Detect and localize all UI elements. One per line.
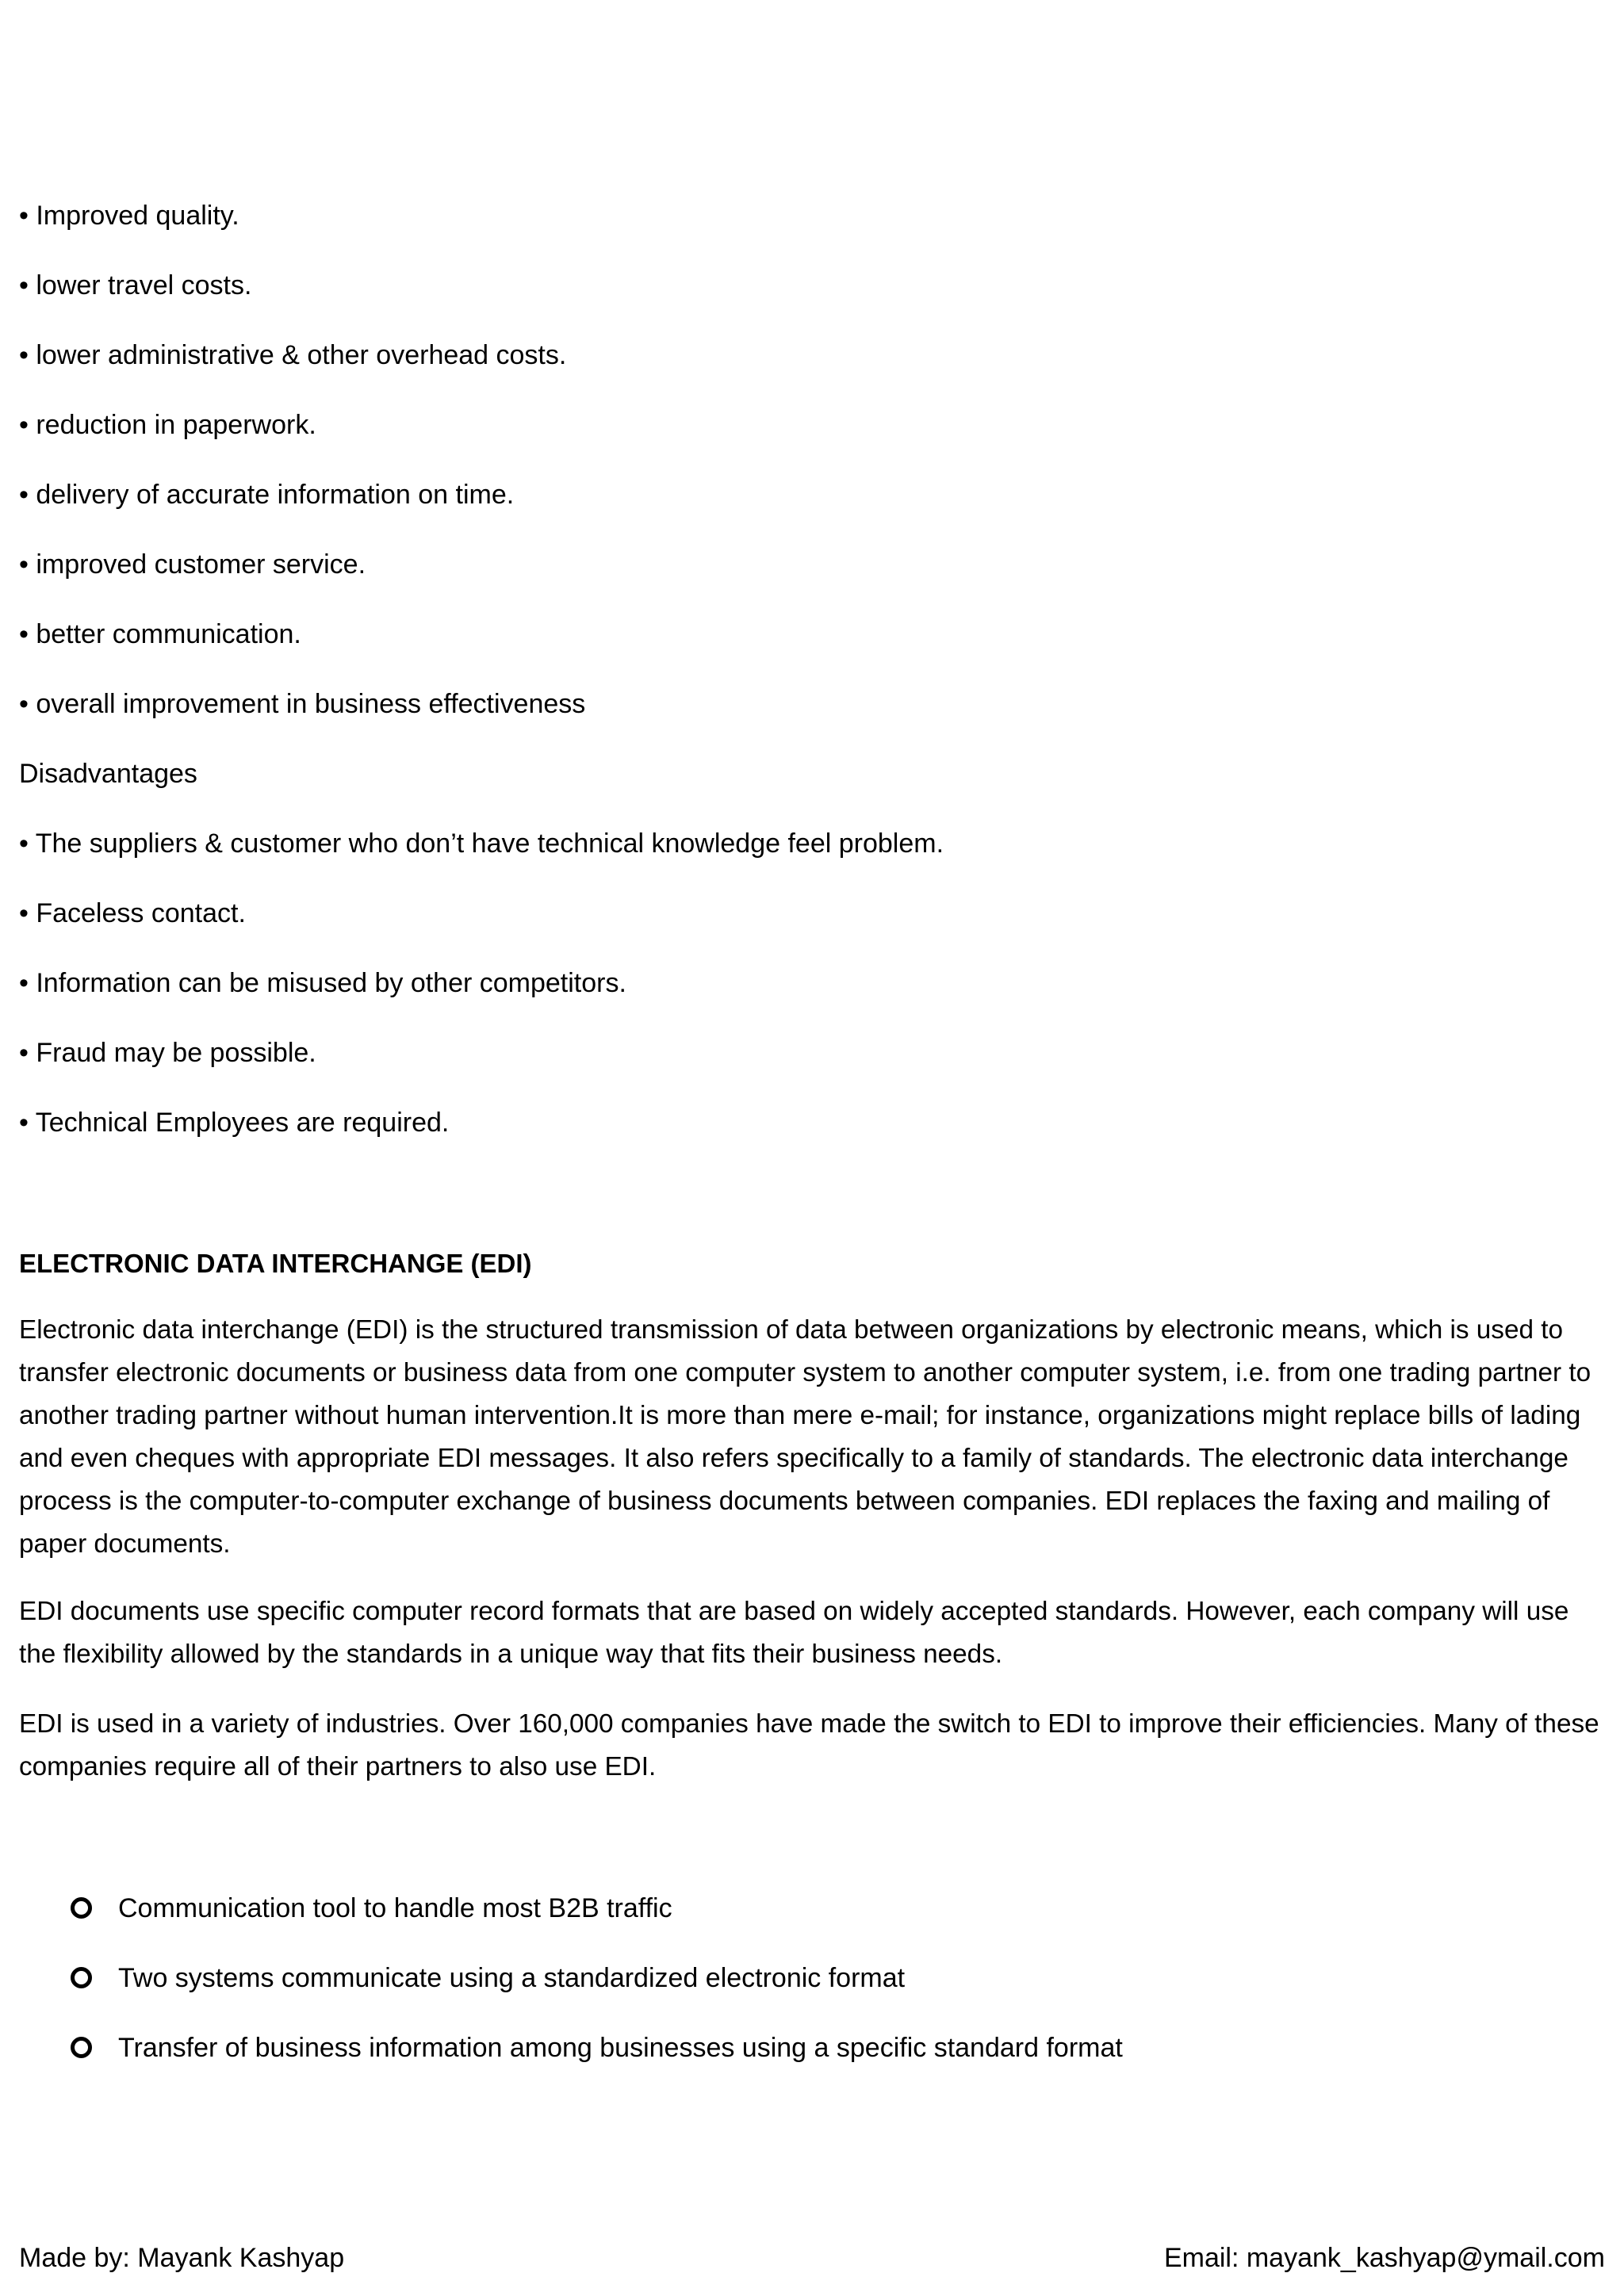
edi-point-text: Communication tool to handle most B2B traffic [118,1893,672,1923]
advantage-item: • Improved quality. [19,201,239,231]
edi-point [118,1961,905,1996]
edi-point-text: Two systems communicate using a standardized electronic format [118,1963,906,1993]
edi-point [118,2030,1123,2065]
circle-bullet-icon [71,1967,92,1988]
section-heading-edi: ELECTRONIC DATA INTERCHANGE (EDI) [19,1249,532,1278]
advantage-item: • improved customer service. [19,549,366,580]
advantage-item: • better communication. [19,619,301,649]
document-page [19,0,1605,2296]
disadvantage-item: • Faceless contact. [19,898,246,928]
footer-email: Email: mayank_kashyap@ymail.com [1163,2243,1605,2273]
advantage-item: • delivery of accurate information on time. [19,480,515,510]
advantage-item: • reduction in paperwork. [19,410,316,440]
circle-bullet-icon [71,1897,92,1919]
disadvantage-item: • Technical Employees are required. [19,1108,450,1138]
disadvantage-item: • Fraud may be possible. [19,1038,316,1068]
disadvantage-item: • The suppliers & customer who don’t have technical knowledge feel problem. [19,828,944,859]
edi-point [118,1891,672,1926]
footer-author: Made by: Mayank Kashyap [19,2243,345,2273]
advantage-item: • overall improvement in business effectiveness [19,689,586,719]
disadvantages-heading: Disadvantages [19,759,197,789]
edi-paragraph: EDI documents use specific computer record formats that are based on widely accepted standards. However, each company will use the flexibility allowed by the standards in a unique way that fits their business needs. [19,1597,1569,1669]
edi-paragraph: EDI is used in a variety of industries. Over 160,000 companies have made the switch to EDI to improve their efficiencies. Many of these companies require all of their partners to also use EDI. [19,1709,1599,1781]
disadvantage-item: • Information can be misused by other competitors. [19,968,626,998]
edi-point-text: Transfer of business information among businesses using a specific standard format [118,2033,1123,2063]
edi-paragraph: Electronic data interchange (EDI) is the structured transmission of data between organizations by electronic means, which is used to transfer electronic documents or business data from one computer system to another computer system, i.e. from one trading partner to another trading partner without human intervention.It is more than mere e-mail; for instance, organizations might replace bills of lading and even cheques with appropriate EDI messages. It also refers specifically to a family of standards. The electronic data interchange process is the computer-to-computer exchange of business documents between companies. EDI replaces the faxing and mailing of paper documents. [19,1315,1591,1559]
advantage-item: • lower travel costs. [19,270,252,300]
circle-bullet-icon [71,2037,92,2058]
advantage-item: • lower administrative & other overhead costs. [19,340,567,370]
